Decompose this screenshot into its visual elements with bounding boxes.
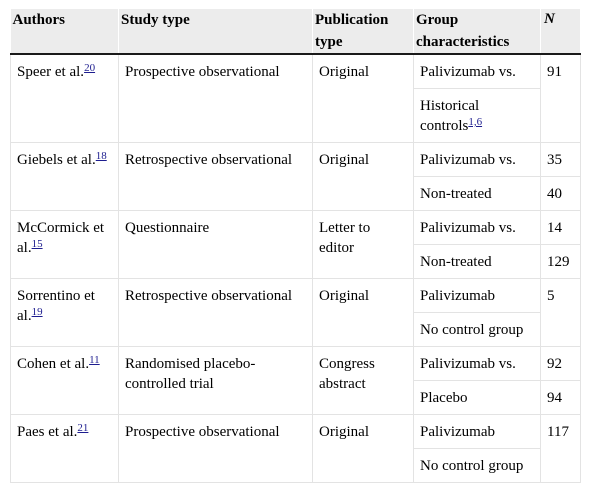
group-label: No control group [420, 458, 524, 474]
group-label: Palivizumab [420, 424, 495, 440]
table-row [11, 54, 581, 89]
study-type-cell [119, 347, 313, 415]
table-row [11, 143, 581, 177]
publication-type-cell [313, 415, 414, 483]
author-cell [11, 143, 119, 211]
study-type-text: Randomised placebo-controlled trial [125, 356, 256, 392]
reference-link[interactable]: 21 [77, 422, 89, 434]
group-label: Palivizumab vs. [420, 64, 516, 80]
reference-link[interactable]: 18 [95, 150, 107, 162]
publication-type-text: Original [319, 424, 369, 440]
publication-type-text: Congress abstract [319, 356, 375, 392]
publication-type-text: Original [319, 288, 369, 304]
group-cell [414, 279, 541, 313]
header-row [11, 9, 581, 54]
group-reference-link[interactable]: 1,6 [468, 116, 483, 128]
group-cell [414, 89, 541, 143]
author-name: McCormick et al. [17, 220, 105, 256]
study-type-text: Retrospective observational [125, 288, 293, 304]
group-cell [414, 143, 541, 177]
publication-type-cell [313, 54, 414, 143]
reference-link-sup [84, 60, 95, 74]
group-cell [414, 449, 541, 483]
n-value: 14 [547, 220, 562, 236]
reference-link[interactable]: 11 [89, 354, 100, 366]
study-type-text: Retrospective observational [125, 152, 293, 168]
n-cell [541, 143, 581, 177]
header-authors: Authors [11, 9, 119, 54]
author-cell [11, 347, 119, 415]
group-reference-link-sup [468, 114, 482, 128]
publication-type-cell [313, 279, 414, 347]
study-type-text: Prospective observational [125, 424, 280, 440]
group-label: Historical controls [420, 98, 480, 134]
reference-link-sup [96, 148, 107, 162]
group-cell [414, 381, 541, 415]
group-cell [414, 415, 541, 449]
group-label: No control group [420, 322, 524, 338]
reference-link-sup [32, 304, 43, 318]
reference-link-sup [89, 352, 100, 366]
table-row [11, 415, 581, 449]
publication-type-cell [313, 211, 414, 279]
header-study-type: Study type [119, 9, 313, 54]
group-cell [414, 347, 541, 381]
reference-link-sup [32, 236, 43, 250]
header-n: N [541, 9, 581, 54]
table-header [11, 9, 581, 54]
table-row [11, 211, 581, 245]
study-type-cell [119, 143, 313, 211]
author-name: Sorrentino et al. [17, 288, 95, 324]
publication-type-text: Original [319, 152, 369, 168]
publication-type-cell [313, 347, 414, 415]
n-cell [541, 245, 581, 279]
study-type-cell [119, 279, 313, 347]
study-type-text: Prospective observational [125, 64, 280, 80]
n-cell [541, 54, 581, 143]
group-label: Palivizumab vs. [420, 356, 516, 372]
n-cell [541, 279, 581, 347]
author-name: Cohen et al. [17, 356, 90, 372]
n-value: 40 [547, 186, 562, 202]
publication-type-text: Letter to editor [319, 220, 371, 256]
n-value: 5 [547, 288, 555, 304]
group-label: Palivizumab vs. [420, 220, 516, 236]
n-value: 94 [547, 390, 562, 406]
group-cell [414, 313, 541, 347]
author-cell [11, 211, 119, 279]
publication-type-text: Original [319, 64, 369, 80]
reference-link[interactable]: 19 [31, 306, 43, 318]
author-name: Giebels et al. [17, 152, 96, 168]
author-cell [11, 415, 119, 483]
n-cell [541, 415, 581, 483]
table-row [11, 347, 581, 381]
n-cell [541, 211, 581, 245]
table-body [11, 54, 581, 483]
study-type-cell [119, 54, 313, 143]
study-type-cell [119, 211, 313, 279]
study-table-container [10, 9, 581, 483]
table-row [11, 279, 581, 313]
group-label: Non-treated [420, 186, 492, 202]
group-cell [414, 211, 541, 245]
n-value: 117 [547, 424, 569, 440]
reference-link[interactable]: 15 [31, 238, 43, 250]
n-value: 35 [547, 152, 562, 168]
n-cell [541, 347, 581, 381]
publication-type-cell [313, 143, 414, 211]
author-name: Paes et al. [17, 424, 78, 440]
study-table [10, 9, 581, 483]
group-cell [414, 54, 541, 89]
reference-link[interactable]: 20 [84, 62, 96, 74]
group-label: Placebo [420, 390, 468, 406]
header-publication-type: Publication type [313, 9, 414, 54]
n-cell [541, 381, 581, 415]
reference-link-sup [77, 420, 88, 434]
group-label: Non-treated [420, 254, 492, 270]
group-cell [414, 177, 541, 211]
n-value: 129 [547, 254, 570, 270]
n-value: 91 [547, 64, 562, 80]
header-group-characteristics: Group characteristics [414, 9, 541, 54]
author-cell [11, 54, 119, 143]
n-cell [541, 177, 581, 211]
study-type-text: Questionnaire [125, 220, 210, 236]
study-type-cell [119, 415, 313, 483]
group-cell [414, 245, 541, 279]
author-name: Speer et al. [17, 64, 85, 80]
group-label: Palivizumab [420, 288, 495, 304]
author-cell [11, 279, 119, 347]
group-label: Palivizumab vs. [420, 152, 516, 168]
n-value: 92 [547, 356, 562, 372]
